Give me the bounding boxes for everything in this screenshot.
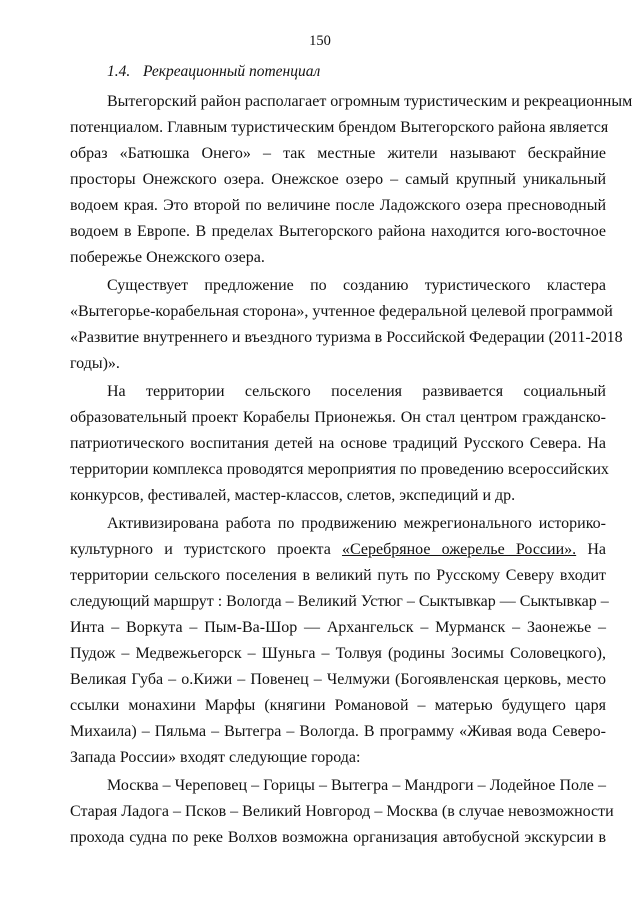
text-line: территории сельского поселения в великий путь по Русскому Северу входит [70,567,606,584]
text-line: Инта – Воркута – Пым-Ва-Шор — Архангельск – Мурманск – Заонежье – [70,619,606,636]
text-line: следующий маршрут : Вологда – Великий Устюг – Сыктывкар — Сыктывкар – [70,593,609,610]
text-line: Запада России» входят следующие города: [70,749,361,766]
text-line: Великая Губа – о.Кижи – Повенец – Челмужи (Богоявленская церковь, место [70,671,606,688]
text-line: территории комплекса проводятся мероприятия по проведению всероссийских [70,461,609,478]
text-line: Пудож – Медвежьегорск – Шуньга – Толвуя (родины Зосимы Соловецкого), [70,645,606,662]
paragraph [70,379,609,509]
paragraph [70,773,614,851]
section-number: 1.4. [107,63,131,80]
text-line: Михаила) – Пяльма – Вытегра – Вологда. В программу «Живая вода Северо- [70,723,606,740]
text-line: Вытегорский район располагает огромным туристическим и рекреационным [107,93,633,110]
text-span: культурного и туристского проекта [70,541,331,558]
text-line: водоем в Европе. В пределах Вытегорского района находится юго-восточное [70,223,606,240]
page-number: 150 [309,33,331,49]
text-line: побережье Онежского озера. [70,249,265,266]
paragraph [70,273,623,377]
text-line: конкурсов, фестивалей, мастер-классов, слетов, экспедиций и др. [70,487,516,504]
paragraph [70,511,609,771]
text-line: образовательный проект Корабелы Прионежья. Он стал центром гражданско- [70,409,606,426]
text-line: «Развитие внутреннего и въездного туризма в Российской Федерации (2011-2018 [70,329,623,346]
text-line: прохода судна по реке Волхов возможна организация автобусной экскурсии в [70,829,606,846]
text-line: образ «Батюшка Онего» – так местные жители называют бескрайние [70,145,606,162]
text-line: потенциалом. Главным туристическим брендом Вытегорского района является [70,119,609,136]
text-line: Москва – Череповец – Горицы – Вытегра – Мандроги – Лодейное Поле – [107,777,606,794]
section-heading [107,62,320,82]
text-line [70,537,606,563]
text-line: патриотического воспитания детей на основе традиций Русского Севера. На [70,435,606,452]
text-line: годы)». [70,355,120,372]
text-line: Старая Ладога – Псков – Великий Новгород – Москва (в случае невозможности [70,803,614,820]
text-line: просторы Онежского озера. Онежское озеро – самый крупный уникальный [70,171,606,188]
text-line: На территории сельского поселения развивается социальный [107,383,606,400]
text-line: Существует предложение по созданию туристического кластера [107,277,606,294]
project-link[interactable]: «Серебряное ожерелье России». [342,541,577,558]
text-span: На [587,541,607,558]
text-line: «Вытегорье-корабельная сторона», учтенное федеральной целевой программой [70,303,613,320]
section-title: Рекреационный потенциал [143,63,321,80]
paragraph [70,89,633,271]
text-line: ссылки монахини Марфы (княгини Романовой – матерью будущего царя [70,697,606,714]
body-text [70,89,633,851]
text-line: Активизирована работа по продвижению межрегионального историко- [107,515,606,532]
text-line: водоем края. Это второй по величине после Ладожского озера пресноводный [70,197,606,214]
